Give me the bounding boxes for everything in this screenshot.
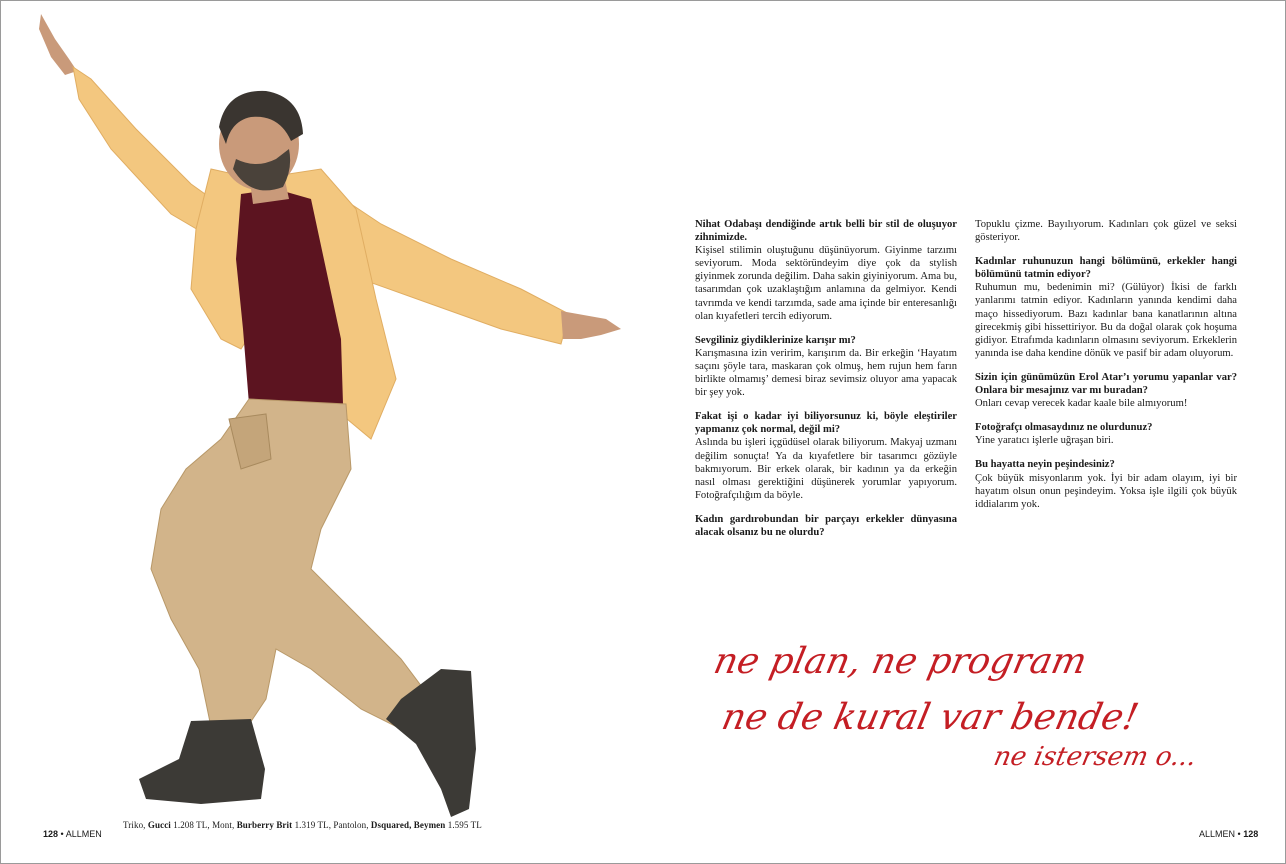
left-boot <box>139 719 265 804</box>
page-number-right: 128 <box>1243 829 1259 839</box>
caption-text-1: Triko, <box>123 820 148 830</box>
caption-text-2: 1.208 TL, Mont, <box>170 820 237 830</box>
folio-left <box>43 829 102 839</box>
caption-text-3: 1.319 TL, Pantolon, <box>292 820 371 830</box>
answer: Kişisel stilimin oluştuğunu düşünüyorum. Giyinme tarzımı seviyorum. Moda sektöründeyim diye çok da stylish giyinmek zorunda değilim. Daha sakin giyiniyorum. Ama bu, tasarımdan çok uzaklaştığım anlamına da gelmiyor. Kendi tavrımda ve kendi tarzımda, sade ama içinde bir enteresanlığı olan kıyafetleri tercih ediyorum. <box>695 245 957 322</box>
question: Nihat Odabaşı dendiğinde artık belli bir stil de oluşuyor zihnimizde. <box>695 219 957 244</box>
question: Sevgiliniz giydiklerinize karışır mı? <box>695 334 856 346</box>
qa-block <box>695 410 957 502</box>
qa-block <box>695 513 957 539</box>
interview-column-2 <box>975 218 1237 522</box>
qa-block <box>975 218 1237 244</box>
caption-brand-dsquared: Dsquared, Beymen <box>370 820 446 830</box>
fashion-photo <box>21 9 661 824</box>
answer: Topuklu çizme. Bayılıyorum. Kadınları çok güzel ve seksi gösteriyor. <box>975 219 1237 244</box>
caption-brand-gucci: Gucci <box>147 820 171 830</box>
caption-brand-burberry: Burberry Brit <box>236 820 293 830</box>
photo-caption <box>123 820 482 830</box>
answer: Karışmasına izin veririm, karışırım da. Bir erkeğin ‘Hayatım saçını şöyle tara, maskaran çok olmuş, hem rujun hem farın birlikte olmamış’ demesi biraz sevimsiz oluyor ama yapacak bir şey yok. <box>695 347 957 399</box>
qa-block <box>975 255 1237 360</box>
qa-block <box>695 218 957 323</box>
answer: Çok büyük misyonlarım yok. İyi bir adam olayım, iyi bir hayatım olsun onun peşindeyim. Yoksa işle ilgili çok büyük iddialarım yok. <box>975 472 1237 510</box>
page-number-left: 128 <box>43 829 59 839</box>
question: Fotoğrafçı olmasaydınız ne olurdunuz? <box>975 422 1153 434</box>
question: Fakat işi o kadar iyi biliyorsunuz ki, böyle eleştiriler yapmanız çok normal, değil mi? <box>695 411 957 436</box>
qa-block <box>975 421 1237 447</box>
answer: Onları cevap verecek kadar kaale bile almıyorum! <box>975 398 1188 410</box>
answer: Ruhumun mu, bedenimin mi? (Gülüyor) İkisi de farklı yanlarımı tatmin ediyor. Kadınların yanında kendimi daha maço hissediyorum. Bazı kadınlar bana kanatlarının altına girecekmiş gibi hissettiriyor. Bu da doğal olarak çok hoşuma gidiyor. Etrafımda kadınların olmasını seviyorum. Erkeklerin yanında ise daha kendine dönük ve pasif bir adam oluyorum. <box>975 282 1237 359</box>
question: Kadınlar ruhunuzun hangi bölümünü, erkekler hangi bölümünü tatmin ediyor? <box>975 256 1237 281</box>
qa-block <box>975 371 1237 410</box>
magazine-name-left: • ALLMEN <box>60 829 102 839</box>
qa-block <box>975 458 1237 510</box>
answer: Yine yaratıcı işlerle uğraşan biri. <box>975 435 1114 447</box>
folio-right <box>1199 829 1258 839</box>
answer: Aslında bu işleri içgüdüsel olarak biliyorum. Makyaj uzmanı değilim sonuçta! Ya da kıyafetlere bir tasarımcı gözüyle bakmıyorum. Bir erkek olarak, bir kadının ya da erkeğin nasıl olması gerektiğini düşünerek yorumlar yapıyorum. Fotoğrafçılığım da böyle. <box>695 437 957 501</box>
handwriting-line-1: ne plan, ne program <box>710 639 1091 682</box>
interview-column-1 <box>695 218 957 550</box>
right-hand <box>561 311 621 339</box>
handwriting-line-3: ne istersem o... <box>991 742 1200 772</box>
handwritten-quote <box>701 631 1261 781</box>
question: Sizin için günümüzün Erol Atar’ı yorumu yapanlar var? Onlara bir mesajınız var mı buradan? <box>975 371 1237 397</box>
question: Kadın gardırobundan bir parçayı erkekler dünyasına alacak olsanız bu ne olurdu? <box>695 513 957 538</box>
handwriting-line-2: ne de kural var bende! <box>718 695 1143 738</box>
qa-block <box>695 334 957 399</box>
left-hand <box>39 14 77 75</box>
magazine-name-right: ALLMEN • <box>1199 829 1241 839</box>
pants <box>151 399 431 729</box>
caption-text-4: 1.595 TL <box>445 820 482 830</box>
question: Bu hayatta neyin peşindesiniz? <box>975 459 1115 471</box>
